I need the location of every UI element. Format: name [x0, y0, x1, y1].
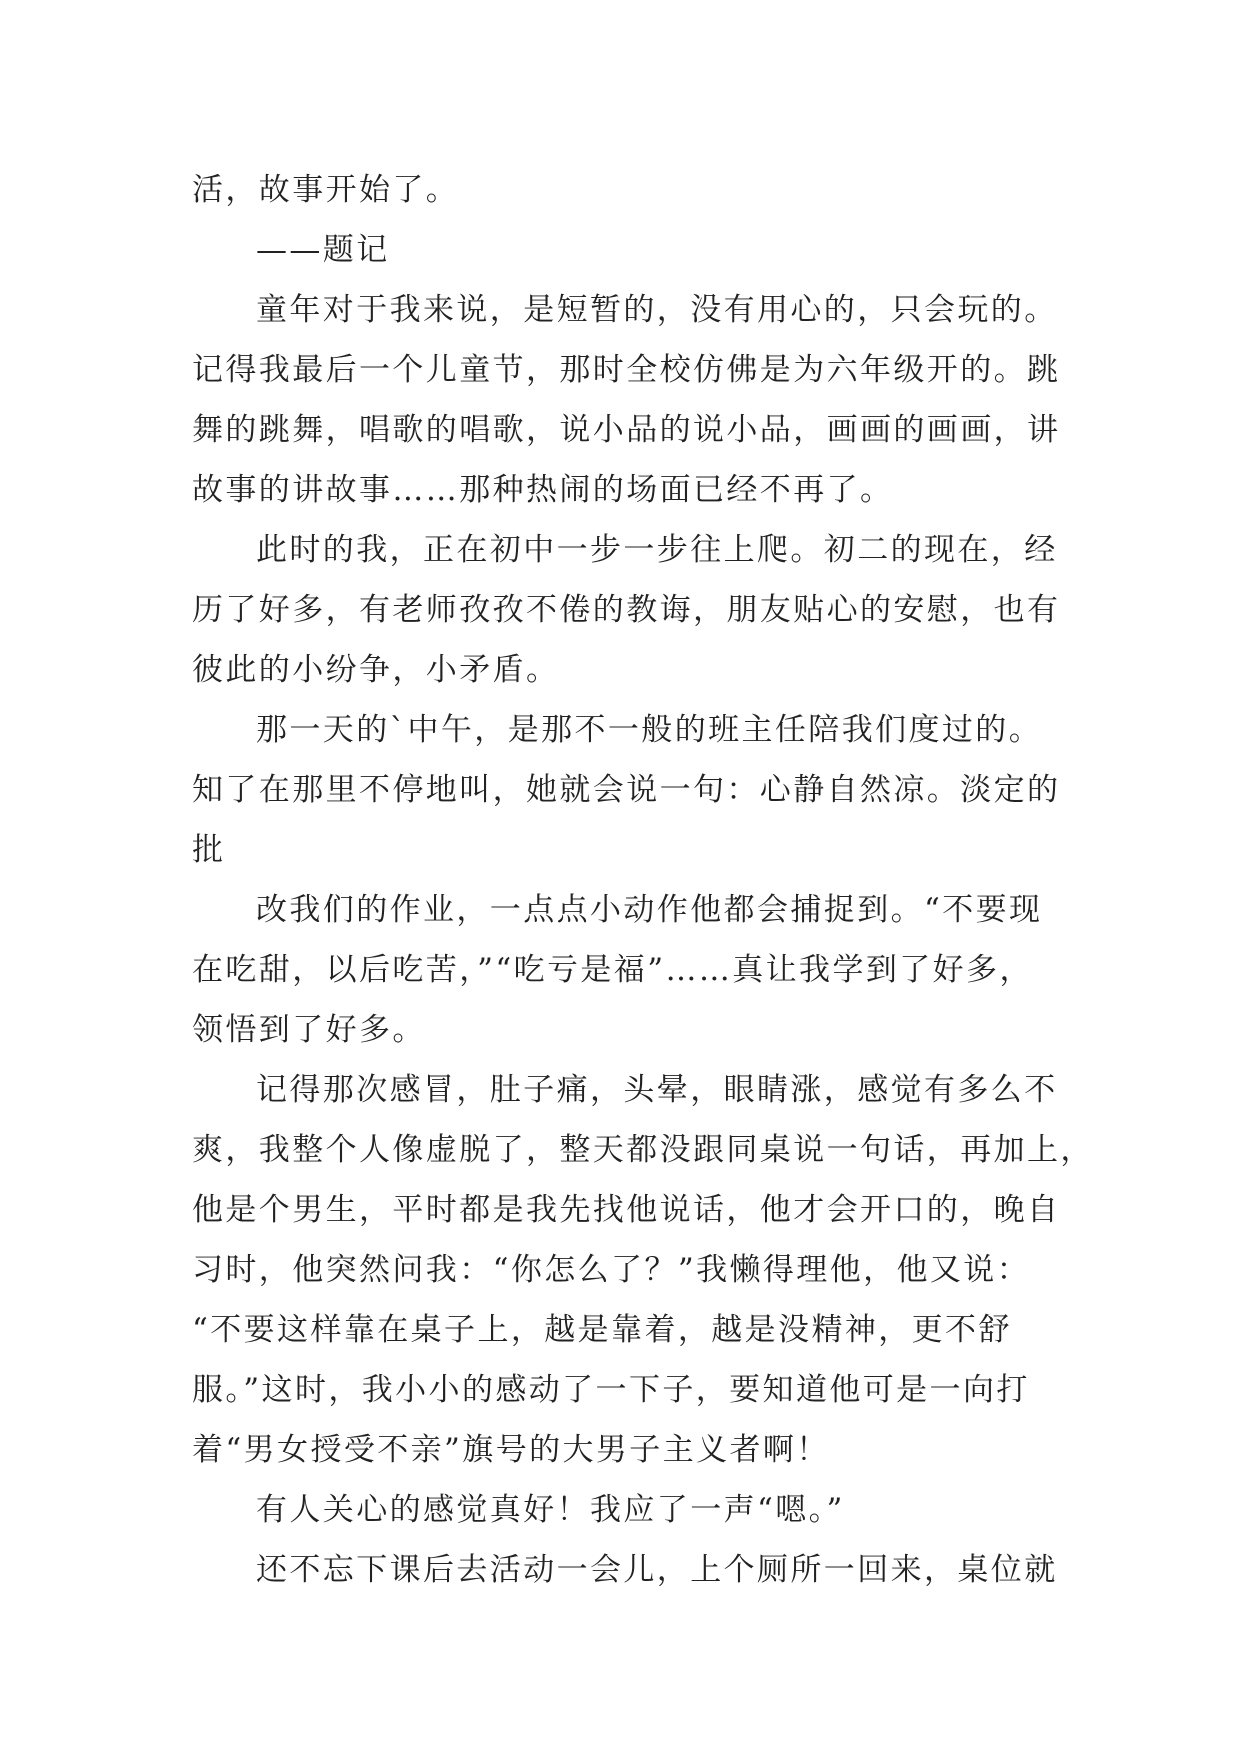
text-line: 还不忘下课后去活动一会儿，上个厕所一回来，桌位就: [256, 1552, 1058, 1588]
text-line: 在吃甜，以后吃苦，”“吃亏是福”……真让我学到了好多，: [192, 952, 1033, 988]
text-line: “不要这样靠在桌子上，越是靠着，越是没精神，更不舒: [192, 1312, 1012, 1348]
text-line: 有人关心的感觉真好！我应了一声“嗯。”: [256, 1492, 845, 1528]
text-line: 知了在那里不停地叫，她就会说一句：心静自然凉。淡定的: [192, 772, 1061, 808]
text-line: 此时的我，正在初中一步一步往上爬。初二的现在，经: [256, 532, 1058, 568]
text-line: 习时，他突然问我：“你怎么了？”我懒得理他，他又说：: [192, 1252, 1031, 1288]
text-line: 改我们的作业，一点点小动作他都会捕捉到。“不要现: [256, 892, 1043, 928]
text-line: 活，故事开始了。: [192, 172, 460, 208]
text-line: 舞的跳舞，唱歌的唱歌，说小品的说小品，画画的画画，讲: [192, 412, 1061, 448]
text-line: 彼此的小纷争，小矛盾。: [192, 652, 560, 688]
text-line: 记得那次感冒，肚子痛，头晕，眼睛涨，感觉有多么不: [256, 1072, 1058, 1108]
text-line: 爽，我整个人像虚脱了，整天都没跟同桌说一句话，再加上，: [192, 1132, 1094, 1168]
text-line: 服。”这时，我小小的感动了一下子，要知道他可是一向打: [192, 1372, 1030, 1408]
text-line: 记得我最后一个儿童节，那时全校仿佛是为六年级开的。跳: [192, 352, 1061, 388]
text-line: 批: [192, 832, 226, 868]
text-line: 故事的讲故事……那种热闹的场面已经不再了。: [192, 472, 894, 508]
text-line: 那一天的`中午，是那不一般的班主任陪我们度过的。: [256, 712, 1043, 748]
text-line: 他是个男生，平时都是我先找他说话，他才会开口的，晚自: [192, 1192, 1061, 1228]
text-line: ——题记: [256, 232, 390, 268]
text-line: 童年对于我来说，是短暂的，没有用心的，只会玩的。: [256, 292, 1058, 328]
text-line: 领悟到了好多。: [192, 1012, 426, 1048]
text-line: 着“男女授受不亲”旗号的大男子主义者啊！: [192, 1432, 830, 1468]
body-text: [192, 160, 1094, 1600]
text-line: 历了好多，有老师孜孜不倦的教诲，朋友贴心的安慰，也有: [192, 592, 1061, 628]
